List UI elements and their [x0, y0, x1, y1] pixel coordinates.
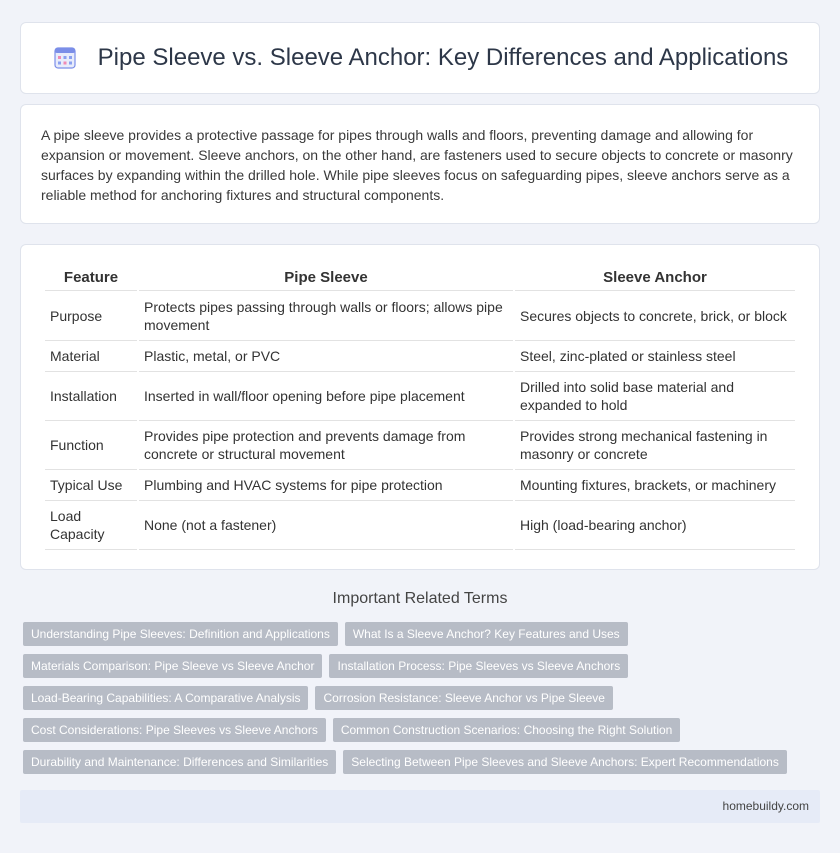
related-term-tag[interactable]: Load-Bearing Capabilities: A Comparative Analysis [23, 686, 308, 710]
pipe-sleeve-cell: None (not a fastener) [139, 501, 513, 550]
pipe-sleeve-cell: Provides pipe protection and prevents damage from concrete or structural movement [139, 421, 513, 470]
sleeve-anchor-cell: Mounting fixtures, brackets, or machinery [515, 470, 795, 501]
page-title: Pipe Sleeve vs. Sleeve Anchor: Key Differences and Applications [97, 44, 789, 71]
intro-card [20, 104, 820, 224]
related-term-tag[interactable]: Durability and Maintenance: Differences and Similarities [23, 750, 336, 774]
sleeve-anchor-cell: Provides strong mechanical fastening in masonry or concrete [515, 421, 795, 470]
feature-cell: Typical Use [45, 470, 137, 501]
table-row [45, 470, 795, 501]
table-row [45, 501, 795, 550]
related-term-tag[interactable]: Common Construction Scenarios: Choosing the Right Solution [333, 718, 681, 742]
tag-row [23, 622, 823, 646]
pipe-sleeve-cell: Plumbing and HVAC systems for pipe protection [139, 470, 513, 501]
feature-cell: Material [45, 341, 137, 372]
footer-site-link[interactable]: homebuildy.com [722, 799, 809, 813]
tag-row [23, 718, 823, 742]
feature-cell: Load Capacity [45, 501, 137, 550]
sleeve-anchor-cell: Secures objects to concrete, brick, or block [515, 291, 795, 341]
related-term-tag[interactable]: Corrosion Resistance: Sleeve Anchor vs Pipe Sleeve [315, 686, 612, 710]
tag-row [23, 750, 823, 774]
feature-cell: Installation [45, 372, 137, 421]
table-row [45, 341, 795, 372]
comparison-table [43, 265, 797, 550]
related-term-tag[interactable]: Materials Comparison: Pipe Sleeve vs Sleeve Anchor [23, 654, 322, 678]
table-row [45, 372, 795, 421]
sleeve-anchor-cell: High (load-bearing anchor) [515, 501, 795, 550]
calendar-grid-icon [52, 45, 78, 71]
pipe-sleeve-cell: Plastic, metal, or PVC [139, 341, 513, 372]
related-term-tag[interactable]: Understanding Pipe Sleeves: Definition and Applications [23, 622, 338, 646]
related-term-tag[interactable]: Cost Considerations: Pipe Sleeves vs Sleeve Anchors [23, 718, 326, 742]
footer [20, 790, 820, 823]
table-row [45, 291, 795, 341]
tag-row [23, 654, 823, 678]
comparison-table-card [20, 244, 820, 570]
pipe-sleeve-cell: Inserted in wall/floor opening before pipe placement [139, 372, 513, 421]
sleeve-anchor-cell: Drilled into solid base material and expanded to hold [515, 372, 795, 421]
related-terms-list [23, 622, 823, 782]
pipe-sleeve-cell: Protects pipes passing through walls or floors; allows pipe movement [139, 291, 513, 341]
related-term-tag[interactable]: Installation Process: Pipe Sleeves vs Sleeve Anchors [329, 654, 628, 678]
intro-text: A pipe sleeve provides a protective passage for pipes through walls and floors, preventing damage and allowing for expansion or movement. Sleeve anchors, on the other hand, are fasteners used to secure objects to concrete or masonry surfaces by expanding within the drilled hole. While pipe sleeves focus on safeguarding pipes, sleeve anchors serve as a reliable method for anchoring fixtures and structural components. [41, 127, 793, 203]
header-feature: Feature [45, 265, 137, 291]
title-card [20, 22, 820, 94]
feature-cell: Function [45, 421, 137, 470]
sleeve-anchor-cell: Steel, zinc-plated or stainless steel [515, 341, 795, 372]
header-pipe-sleeve: Pipe Sleeve [139, 265, 513, 291]
table-row [45, 421, 795, 470]
related-term-tag[interactable]: What Is a Sleeve Anchor? Key Features and Uses [345, 622, 628, 646]
table-header-row [45, 265, 795, 291]
related-term-tag[interactable]: Selecting Between Pipe Sleeves and Sleeve Anchors: Expert Recommendations [343, 750, 787, 774]
related-terms-title: Important Related Terms [332, 590, 508, 607]
tag-row [23, 686, 823, 710]
feature-cell: Purpose [45, 291, 137, 341]
header-sleeve-anchor: Sleeve Anchor [515, 265, 795, 291]
